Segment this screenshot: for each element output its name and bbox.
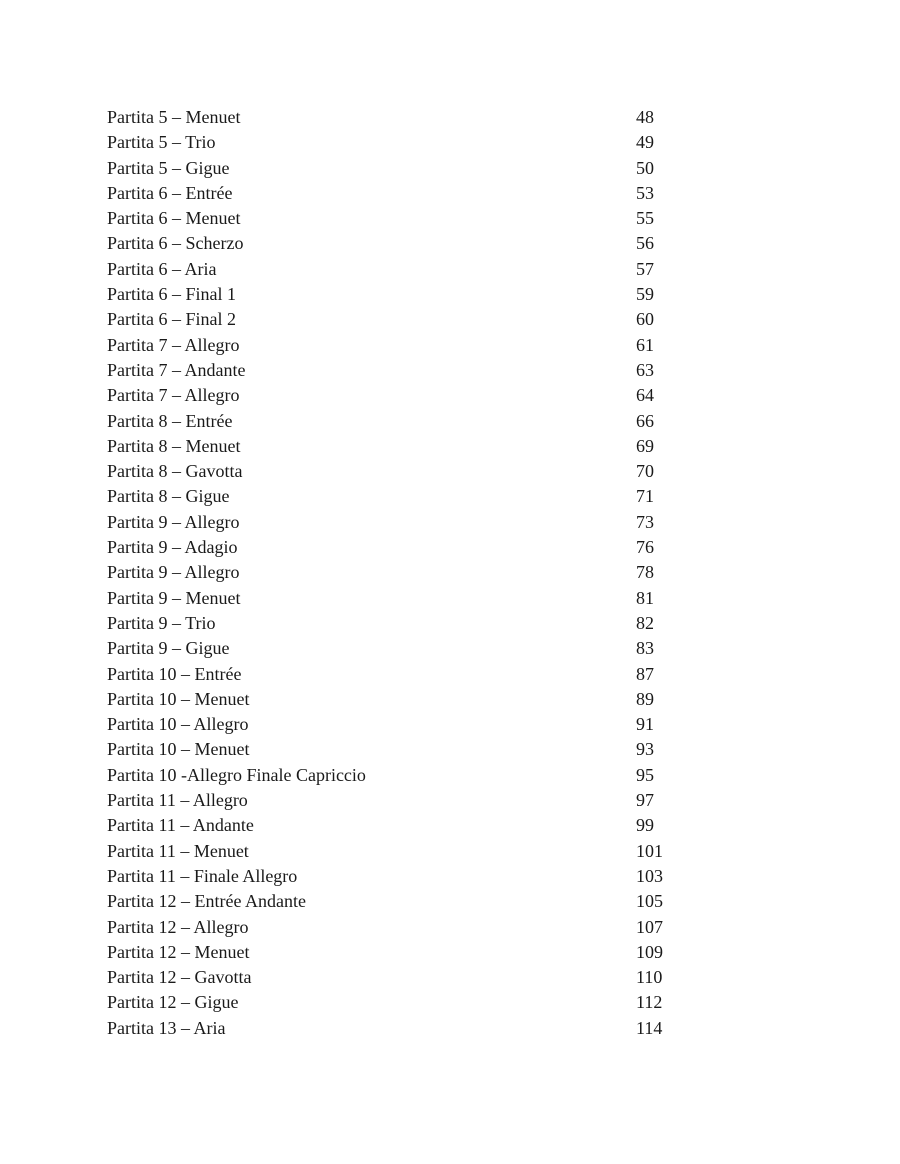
toc-entry-page-number: 95 — [636, 764, 654, 785]
toc-entry-page-number: 82 — [636, 612, 654, 633]
toc-entry-page-number: 110 — [636, 967, 663, 988]
toc-entry-title: Partita 6 – Scherzo — [107, 233, 244, 254]
toc-entry-title: Partita 10 -Allegro Finale Capriccio — [107, 764, 366, 785]
toc-entry — [107, 915, 707, 940]
toc-entry — [107, 662, 707, 687]
toc-entry — [107, 459, 707, 484]
toc-entry-title: Partita 8 – Gavotta — [107, 461, 243, 482]
toc-entry-title: Partita 10 – Allegro — [107, 714, 249, 735]
toc-entry — [107, 611, 707, 636]
toc-entry — [107, 383, 707, 408]
toc-entry-page-number: 87 — [636, 663, 654, 684]
toc-entry — [107, 257, 707, 282]
toc-entry — [107, 206, 707, 231]
toc-entry — [107, 181, 707, 206]
toc-entry-page-number: 103 — [636, 865, 663, 886]
toc-entry-page-number: 48 — [636, 107, 654, 127]
toc-entry-title: Partita 13 – Aria — [107, 1017, 226, 1038]
toc-entry — [107, 990, 707, 1015]
toc-entry — [107, 712, 707, 737]
toc-entry — [107, 636, 707, 661]
toc-entry-page-number: 107 — [636, 916, 663, 937]
toc-entry — [107, 307, 707, 332]
toc-entry-page-number: 59 — [636, 284, 654, 305]
toc-entry-title: Partita 11 – Allegro — [107, 790, 248, 811]
toc-entry-title: Partita 12 – Menuet — [107, 941, 250, 962]
toc-entry-title: Partita 7 – Allegro — [107, 385, 240, 406]
toc-entry — [107, 231, 707, 256]
toc-entry-page-number: 97 — [636, 790, 654, 811]
toc-entry-page-number: 63 — [636, 359, 654, 380]
toc-entry-title: Partita 8 – Gigue — [107, 486, 230, 507]
toc-entry — [107, 687, 707, 712]
toc-entry — [107, 484, 707, 509]
toc-entry — [107, 409, 707, 434]
toc-entry — [107, 940, 707, 965]
toc-entry-page-number: 56 — [636, 233, 654, 254]
toc-entry-title: Partita 12 – Entrée Andante — [107, 891, 306, 912]
toc-entry-page-number: 64 — [636, 385, 654, 406]
toc-entry-title: Partita 9 – Allegro — [107, 562, 240, 583]
toc-entry-title: Partita 6 – Final 2 — [107, 309, 236, 330]
toc-entry-title: Partita 9 – Gigue — [107, 638, 230, 659]
toc-entry — [107, 889, 707, 914]
toc-entry — [107, 864, 707, 889]
toc-entry — [107, 535, 707, 560]
toc-entry-page-number: 78 — [636, 562, 654, 583]
toc-entry-title: Partita 10 – Entrée — [107, 663, 242, 684]
toc-entry — [107, 763, 707, 788]
toc-entry-page-number: 109 — [636, 941, 663, 962]
toc-entry-page-number: 57 — [636, 258, 654, 279]
toc-entry — [107, 333, 707, 358]
toc-entry-page-number: 76 — [636, 537, 654, 558]
toc-entry-title: Partita 12 – Allegro — [107, 916, 249, 937]
toc-entry-page-number: 49 — [636, 132, 654, 153]
toc-entry-title: Partita 5 – Trio — [107, 132, 216, 153]
toc-entry-title: Partita 8 – Entrée — [107, 410, 233, 431]
toc-entry — [107, 156, 707, 181]
toc-entry-page-number: 55 — [636, 208, 654, 229]
toc-entry — [107, 839, 707, 864]
toc-entry-title: Partita 6 – Entrée — [107, 182, 233, 203]
toc-entry-title: Partita 10 – Menuet — [107, 739, 250, 760]
toc-entry-page-number: 91 — [636, 714, 654, 735]
toc-entry — [107, 560, 707, 585]
toc-entry — [107, 434, 707, 459]
toc-entry — [107, 965, 707, 990]
toc-entry-title: Partita 7 – Andante — [107, 359, 246, 380]
toc-entry-page-number: 61 — [636, 334, 654, 355]
toc-entry-title: Partita 11 – Menuet — [107, 840, 249, 861]
toc-entry-page-number: 89 — [636, 688, 654, 709]
toc-entry-title: Partita 6 – Menuet — [107, 208, 241, 229]
toc-entry — [107, 105, 707, 130]
toc-entry — [107, 1016, 707, 1041]
toc-entry-title: Partita 8 – Menuet — [107, 435, 241, 456]
toc-entry-title: Partita 12 – Gigue — [107, 992, 239, 1013]
table-of-contents — [107, 105, 707, 1041]
toc-entry-page-number: 81 — [636, 587, 654, 608]
toc-entry-page-number: 93 — [636, 739, 654, 760]
toc-entry-title: Partita 11 – Finale Allegro — [107, 865, 298, 886]
toc-entry — [107, 813, 707, 838]
toc-entry — [107, 788, 707, 813]
toc-entry-title: Partita 9 – Allegro — [107, 511, 240, 532]
toc-entry-title: Partita 9 – Menuet — [107, 587, 241, 608]
toc-entry-page-number: 112 — [636, 992, 663, 1013]
toc-entry — [107, 737, 707, 762]
toc-entry-title: Partita 6 – Final 1 — [107, 284, 236, 305]
toc-entry-page-number: 105 — [636, 891, 663, 912]
toc-entry-page-number: 69 — [636, 435, 654, 456]
toc-entry-title: Partita 12 – Gavotta — [107, 967, 252, 988]
toc-entry — [107, 358, 707, 383]
toc-entry-title: Partita 10 – Menuet — [107, 688, 250, 709]
toc-entry-page-number: 66 — [636, 410, 654, 431]
toc-entry-page-number: 99 — [636, 815, 654, 836]
toc-entry-title: Partita 9 – Trio — [107, 612, 216, 633]
toc-entry-title: Partita 7 – Allegro — [107, 334, 240, 355]
toc-entry — [107, 510, 707, 535]
toc-entry-page-number: 114 — [636, 1017, 663, 1038]
toc-entry — [107, 282, 707, 307]
toc-entry — [107, 586, 707, 611]
toc-entry-page-number: 60 — [636, 309, 654, 330]
toc-entry-title: Partita 5 – Menuet — [107, 107, 241, 127]
toc-entry-page-number: 101 — [636, 840, 663, 861]
toc-entry-page-number: 83 — [636, 638, 654, 659]
toc-entry-title: Partita 11 – Andante — [107, 815, 254, 836]
toc-entry-title: Partita 5 – Gigue — [107, 157, 230, 178]
toc-entry-page-number: 71 — [636, 486, 654, 507]
toc-entry-page-number: 73 — [636, 511, 654, 532]
toc-entry-page-number: 50 — [636, 157, 654, 178]
toc-entry-page-number: 53 — [636, 182, 654, 203]
toc-entry-title: Partita 6 – Aria — [107, 258, 217, 279]
toc-entry-title: Partita 9 – Adagio — [107, 537, 238, 558]
toc-entry — [107, 130, 707, 155]
toc-entry-page-number: 70 — [636, 461, 654, 482]
